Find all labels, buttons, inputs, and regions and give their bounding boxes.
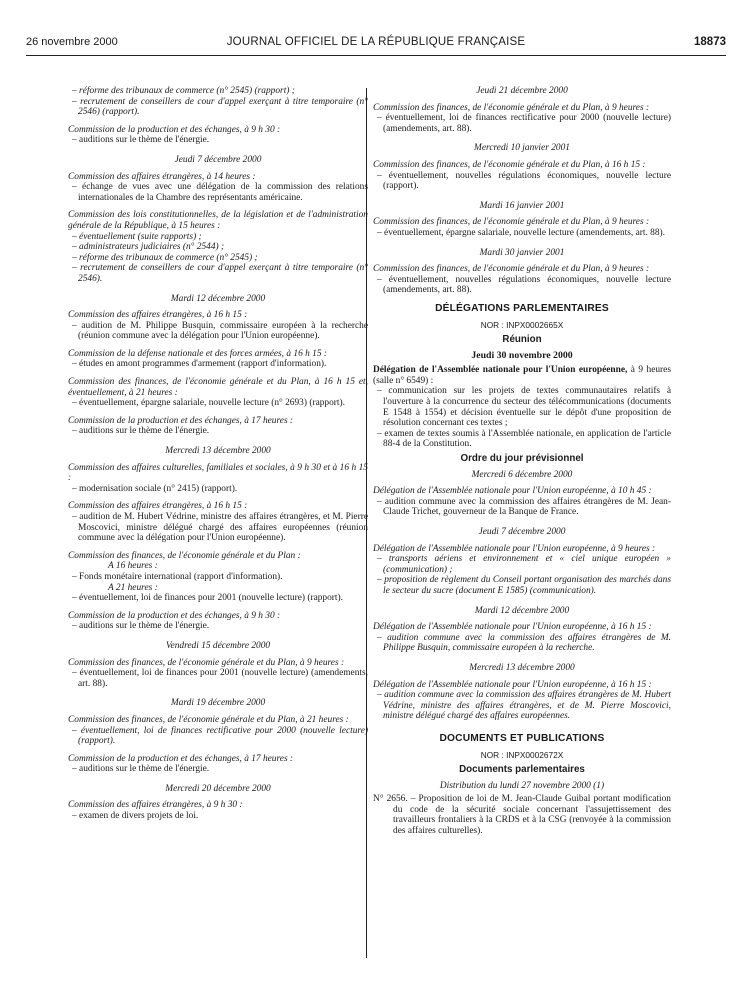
subsection-title-documents-parlementaires: Documents parlementaires [459, 764, 585, 776]
commission-heading: Commission de la production et des échanges, à 17 heures : [68, 415, 294, 426]
delegation-heading: Délégation de l'Assemblée nationale pour l'Union européenne, à 16 h 15 : [373, 679, 652, 690]
agenda-item: – recrutement de conseillers de cour d'appel exerçant à titre temporaire (n° 2546). [72, 263, 368, 284]
section-title-delegations: DÉLÉGATIONS PARLEMENTAIRES [435, 302, 609, 314]
commission-heading: Commission des finances, de l'économie générale et du Plan, à 9 heures : [373, 264, 650, 275]
commission-heading: Commission des finances, de l'économie générale et du Plan, à 9 heures : [68, 657, 345, 668]
commission-heading: Commission des finances, de l'économie générale et du Plan, à 9 heures : [373, 102, 650, 113]
agenda-item: – examen de divers projets de loi. [72, 811, 199, 822]
agenda-item: – auditions sur le thème de l'énergie. [72, 426, 210, 437]
agenda-item: – administrateurs judiciaires (n° 2544) ; [72, 242, 225, 253]
date-heading: Mardi 16 janvier 2001 [479, 200, 565, 211]
date-heading: Mardi 30 janvier 2001 [479, 247, 565, 258]
agenda-item: – audition commune avec la commission des affaires étrangères de M. Hubert Védrine, ministre des affaires étrangères, et de M. Pierre Moscovici, ministre délégué chargé des affaires européennes. [377, 690, 671, 722]
commission-heading: Commission des affaires étrangères, à 14 heures : [68, 171, 256, 182]
commission-heading: Commission de la production et des échanges, à 17 heures : [68, 753, 294, 764]
agenda-item: – réforme des tribunaux de commerce (n° 2545) (rapport) ; [72, 86, 295, 96]
agenda-item: – auditions sur le thème de l'énergie. [72, 135, 210, 146]
agenda-item: – communication sur les projets de textes communautaires relatifs à l'ouverture à la concurrence du secteur des télécommunications (documents E 1548 à 1554) et décision éventuelle sur le dépôt d'une proposition de résolution concernant ces textes ; [377, 386, 671, 429]
subsection-title-ordre-du-jour: Ordre du jour prévisionnel [460, 453, 584, 465]
agenda-item: – transports aériens et environnement et « ciel unique européen » (communication) ; [377, 554, 671, 575]
commission-heading: Commission des affaires étrangères, à 16 h 15 : [68, 501, 248, 512]
date-heading: Vendredi 15 décembre 2000 [165, 640, 271, 651]
delegation-heading: Délégation de l'Assemblée nationale pour l'Union européenne, à 9 heures : [373, 543, 656, 554]
section-title-documents: DOCUMENTS ET PUBLICATIONS [439, 732, 605, 744]
agenda-item: – éventuellement, épargne salariale, nouvelle lecture (n° 2693) (rapport). [72, 398, 345, 409]
date-heading: Jeudi 7 décembre 2000 [478, 527, 566, 537]
commission-heading: Commission de la défense nationale et des forces armées, à 16 h 15 : [68, 348, 327, 359]
commission-heading: Commission de la production et des échanges, à 9 h 30 : [68, 124, 281, 135]
delegation-name: Délégation de l'Assemblée nationale pour l'Union européenne, [373, 365, 628, 376]
agenda-item: – éventuellement, loi de finances rectificative pour 2000 (nouvelle lecture) (rapport). [72, 725, 368, 747]
agenda-item: – auditions sur le thème de l'énergie. [72, 764, 210, 775]
date-heading: Mercredi 10 janvier 2001 [474, 143, 570, 154]
date-heading: Jeudi 7 décembre 2000 [174, 154, 262, 165]
agenda-item: – éventuellement, loi de finances pour 2001 (nouvelle lecture) (amendements, art. 88). [72, 668, 368, 689]
subsection-title-reunion: Réunion [502, 334, 542, 346]
commission-heading: Commission des finances, de l'économie générale et du Plan, à 9 heures : [373, 217, 650, 228]
delegation-heading [373, 365, 671, 386]
agenda-item: – échange de vues avec une délégation de la commission des relations internationales de la Chambre des représentants américaine. [72, 182, 368, 203]
left-column [68, 86, 368, 822]
journal-title: JOURNAL OFFICIEL DE LA RÉPUBLIQUE FRANÇAISE [226, 36, 526, 48]
page-header [26, 36, 726, 54]
bold-date-heading: Jeudi 30 novembre 2000 [471, 349, 573, 361]
commission-heading: Commission des affaires culturelles, familiales et sociales, à 9 h 30 et à 16 h 15 : [68, 462, 368, 484]
nor-reference: NOR : INPX0002665X [480, 319, 564, 330]
agenda-item: – audition commune avec la commission des affaires étrangères de M. Jean-Claude Trichet, gouverneur de la Banque de France. [377, 496, 671, 518]
document-entry: N° 2656. – Proposition de loi de M. Jean-Claude Guibal portant modification du code de la sécurité sociale concernant l'assujettissement des travailleurs frontaliers à la CRDS et à la CSG (renvoyée à la commission des affaires culturelles). [373, 794, 671, 837]
date-heading: Mardi 12 décembre 2000 [170, 293, 266, 304]
header-rule [26, 55, 726, 56]
commission-heading: Commission des finances, de l'économie générale et du Plan, à 16 h 15 : [373, 159, 646, 170]
date-heading: Mercredi 20 décembre 2000 [165, 783, 271, 794]
agenda-item: – éventuellement, loi de finances rectificative pour 2000 (nouvelle lecture) (amendements, art. 88). [377, 113, 671, 134]
nor-reference: NOR : INPX0002672X [480, 749, 564, 760]
delegation-heading: Délégation de l'Assemblée nationale pour l'Union européenne, à 10 h 45 : [373, 486, 652, 497]
agenda-item: – éventuellement, nouvelles régulations économiques, nouvelle lecture (rapport). [377, 170, 671, 192]
agenda-item: – recrutement de conseillers de cour d'appel exerçant à titre temporaire (n° 2546) (rapport). [72, 96, 368, 118]
agenda-item: – Fonds monétaire international (rapport d'information). [72, 571, 283, 582]
agenda-item: – éventuellement, loi de finances pour 2001 (nouvelle lecture) (rapport). [72, 593, 343, 604]
distribution-heading: Distribution du lundi 27 novembre 2000 (1) [439, 780, 605, 791]
date-heading: Jeudi 21 décembre 2000 [476, 86, 568, 96]
time-slot: A 16 heures : [108, 561, 158, 572]
date-heading: Mardi 19 décembre 2000 [170, 698, 266, 709]
agenda-item: – audition de M. Hubert Védrine, ministre des affaires étrangères, et M. Pierre Moscovici, ministre délégué chargé des affaires européennes (réunion commune avec la délégation pour l'Union européenne). [72, 512, 368, 544]
agenda-item: – éventuellement, épargne salariale, nouvelle lecture (amendements, art. 88). [377, 227, 665, 238]
agenda-item: – réforme des tribunaux de commerce (n° 2545) ; [72, 252, 258, 263]
agenda-item: – proposition de règlement du Conseil portant organisation des marchés dans le secteur du sucre (document E 1585) (communication). [377, 575, 671, 596]
date-heading: Mercredi 6 décembre 2000 [471, 469, 573, 480]
agenda-item: – études en amont programmes d'armement (rapport d'information). [72, 359, 327, 370]
date-heading: Mercredi 13 décembre 2000 [165, 446, 271, 457]
agenda-item: – éventuellement (suite rapports) ; [72, 231, 202, 242]
commission-heading: Commission des finances, de l'économie générale et du Plan, à 16 h 15 et, éventuellement, à 21 heures : [68, 377, 368, 398]
date-heading: Mercredi 13 décembre 2000 [469, 662, 575, 673]
commission-heading: Commission des finances, de l'économie générale et du Plan, à 21 heures : [68, 714, 349, 725]
issue-date: 26 novembre 2000 [26, 36, 118, 48]
right-column [373, 86, 671, 837]
page-number: 18873 [694, 36, 726, 48]
agenda-item: – audition de M. Philippe Busquin, commissaire européen à la recherche (réunion commune avec la délégation pour l'Union européenne). [72, 320, 368, 342]
commission-heading: Commission des finances, de l'économie générale et du Plan : [68, 550, 301, 561]
commission-heading: Commission de la production et des échanges, à 9 h 30 : [68, 610, 281, 621]
commission-heading: Commission des affaires étrangères, à 9 h 30 : [68, 800, 243, 811]
agenda-item: – auditions sur le thème de l'énergie. [72, 621, 210, 632]
agenda-item: – modernisation sociale (n° 2415) (rapport). [72, 483, 238, 494]
delegation-heading: Délégation de l'Assemblée nationale pour l'Union européenne, à 16 h 15 : [373, 622, 652, 633]
commission-heading: Commission des affaires étrangères, à 16 h 15 : [68, 310, 248, 321]
agenda-item: – éventuellement, nouvelles régulations économiques, nouvelle lecture (amendements, art. 88). [377, 274, 671, 296]
delegation-time: à 9 heures (salle n° 6549) : [373, 365, 671, 386]
commission-heading: Commission des lois constitutionnelles, de la législation et de l'administration générale de la République, à 15 heures : [68, 210, 368, 231]
time-slot: A 21 heures : [108, 582, 158, 593]
agenda-item: – examen de textes soumis à l'Assemblée nationale, en application de l'article 88-4 de la Constitution. [377, 428, 671, 450]
agenda-item: – audition commune avec la commission des affaires étrangères de M. Philippe Busquin, commissaire européen à la recherche. [377, 632, 671, 654]
date-heading: Mardi 12 décembre 2000 [474, 605, 570, 616]
